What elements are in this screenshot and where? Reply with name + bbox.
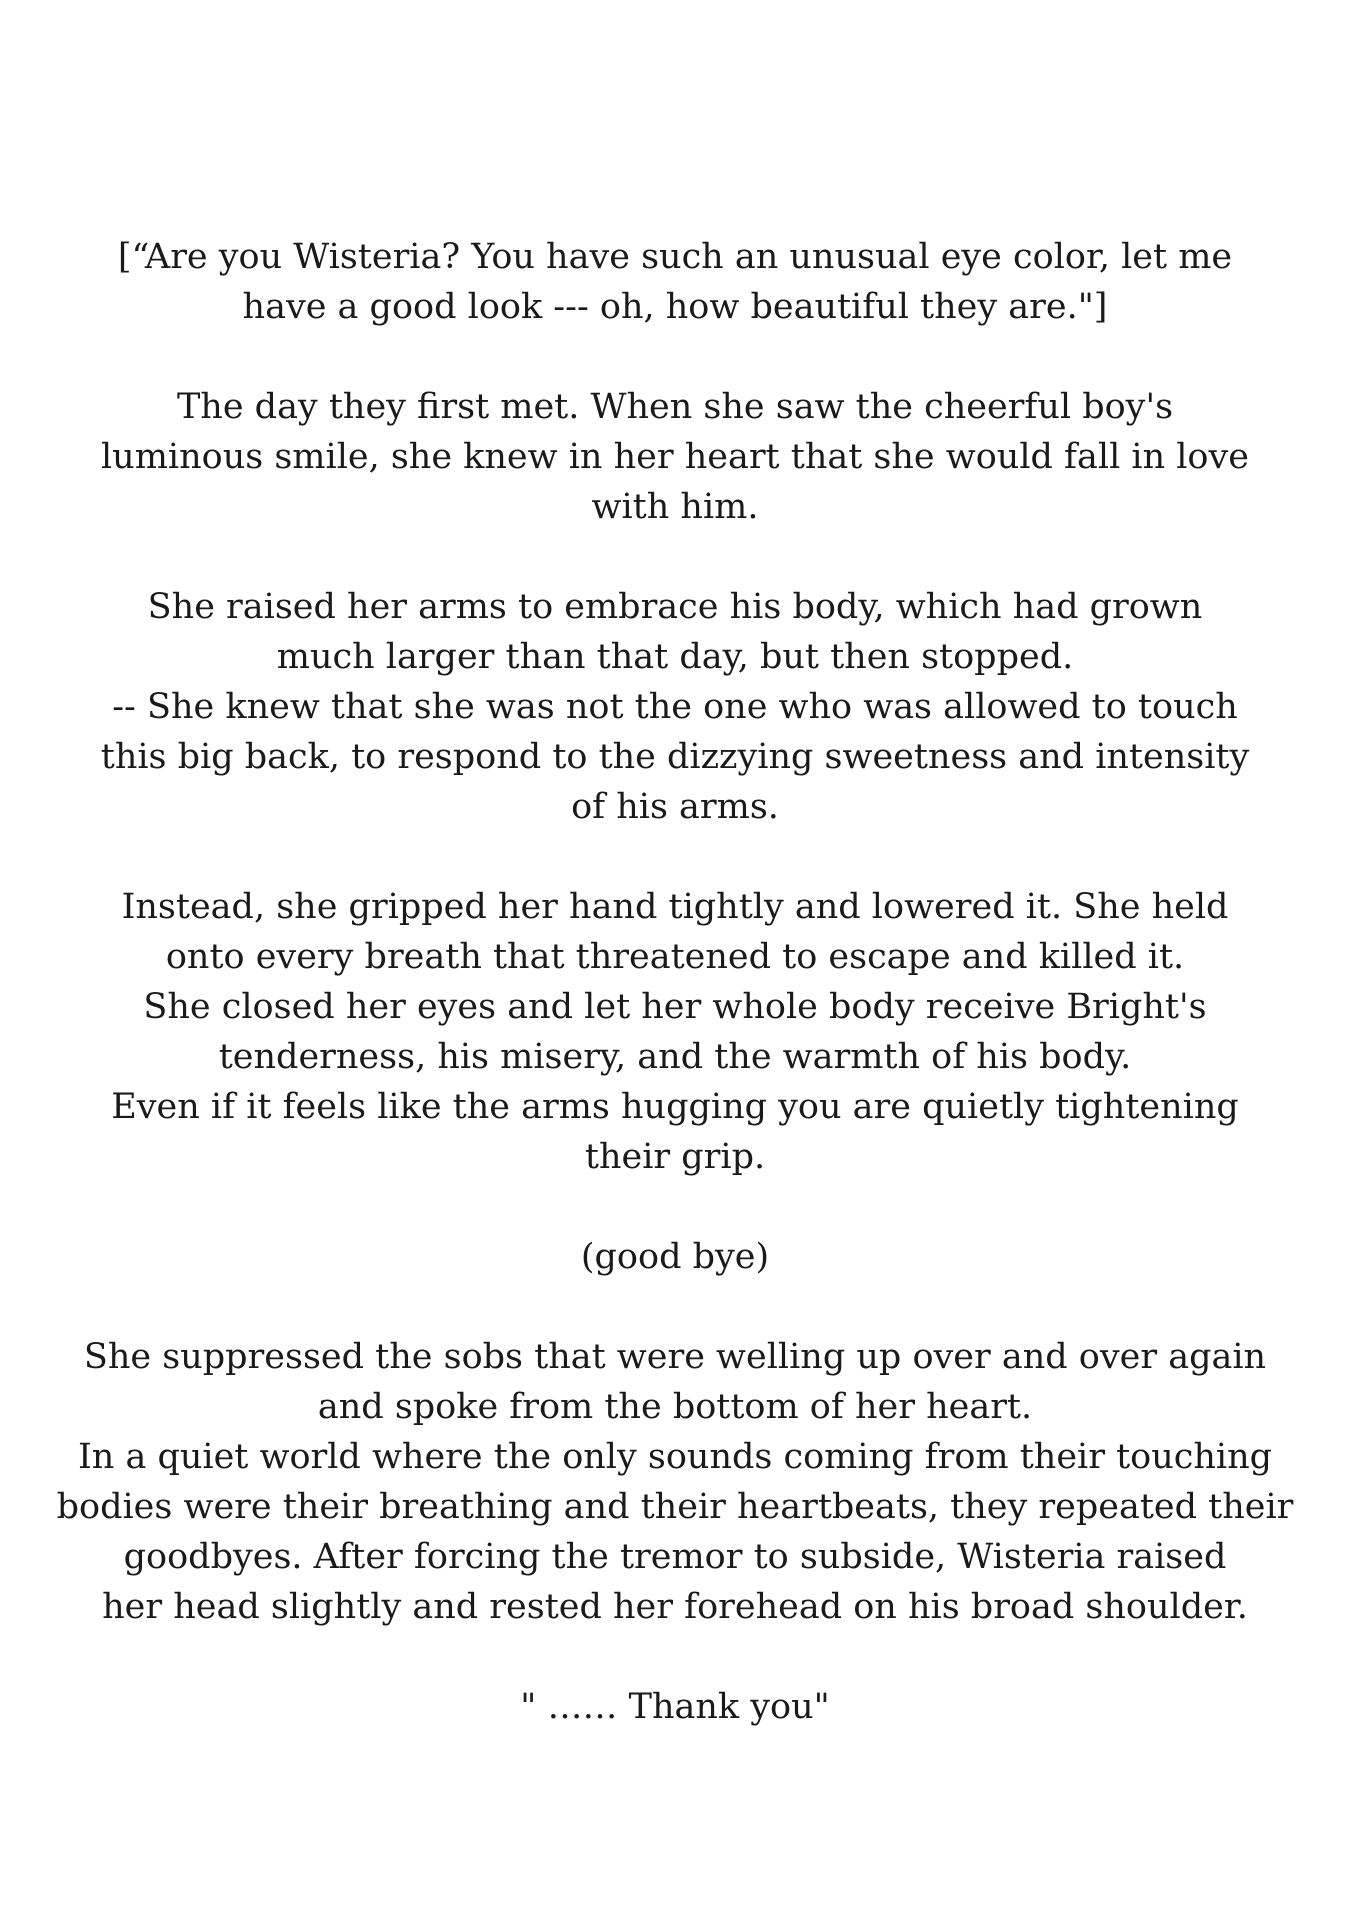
- text-line: She closed her eyes and let her whole body receive Bright's: [143, 987, 1207, 1027]
- text-line: their grip.: [584, 1137, 766, 1177]
- text-line: tenderness, his misery, and the warmth of his body.: [218, 1037, 1132, 1077]
- paragraph-instead: [40, 882, 1310, 1182]
- text-line: (good bye): [580, 1237, 770, 1277]
- paragraph-first-meeting: [40, 382, 1310, 532]
- text-line: She raised her arms to embrace his body, which had grown: [147, 587, 1203, 627]
- text-line: much larger than that day, but then stopped.: [276, 637, 1074, 677]
- paragraph-sobs: [40, 1332, 1310, 1632]
- text-line: and spoke from the bottom of her heart.: [317, 1387, 1033, 1427]
- text-line: luminous smile, she knew in her heart that she would fall in love: [100, 437, 1249, 477]
- text-line: her head slightly and rested her forehead on his broad shoulder.: [102, 1587, 1248, 1627]
- paragraph-embrace: [40, 582, 1310, 832]
- paragraph-good-bye: [40, 1232, 1310, 1282]
- text-line: " …… Thank you": [520, 1687, 830, 1727]
- text-line: -- She knew that she was not the one who was allowed to touch: [112, 687, 1238, 727]
- text-line: Even if it feels like the arms hugging you are quietly tightening: [111, 1087, 1239, 1127]
- text-line: In a quiet world where the only sounds coming from their touching: [77, 1437, 1273, 1477]
- text-line: have a good look --- oh, how beautiful they are."]: [242, 287, 1108, 327]
- text-line: The day they first met. When she saw the cheerful boy's: [176, 387, 1174, 427]
- paragraph-quote: [40, 232, 1310, 332]
- text-line: goodbyes. After forcing the tremor to subside, Wisteria raised: [123, 1537, 1227, 1577]
- text-line: with him.: [591, 487, 759, 527]
- text-line: of his arms.: [571, 787, 779, 827]
- text-line: Instead, she gripped her hand tightly and lowered it. She held: [121, 887, 1229, 927]
- text-line: [“Are you Wisteria? You have such an unusual eye color, let me: [117, 237, 1233, 277]
- story-text: [40, 232, 1310, 1782]
- text-line: this big back, to respond to the dizzying sweetness and intensity: [100, 737, 1250, 777]
- text-line: bodies were their breathing and their heartbeats, they repeated their: [56, 1487, 1294, 1527]
- paragraph-thank-you: [40, 1682, 1310, 1732]
- text-line: She suppressed the sobs that were welling up over and over again: [83, 1337, 1267, 1377]
- text-line: onto every breath that threatened to escape and killed it.: [165, 937, 1185, 977]
